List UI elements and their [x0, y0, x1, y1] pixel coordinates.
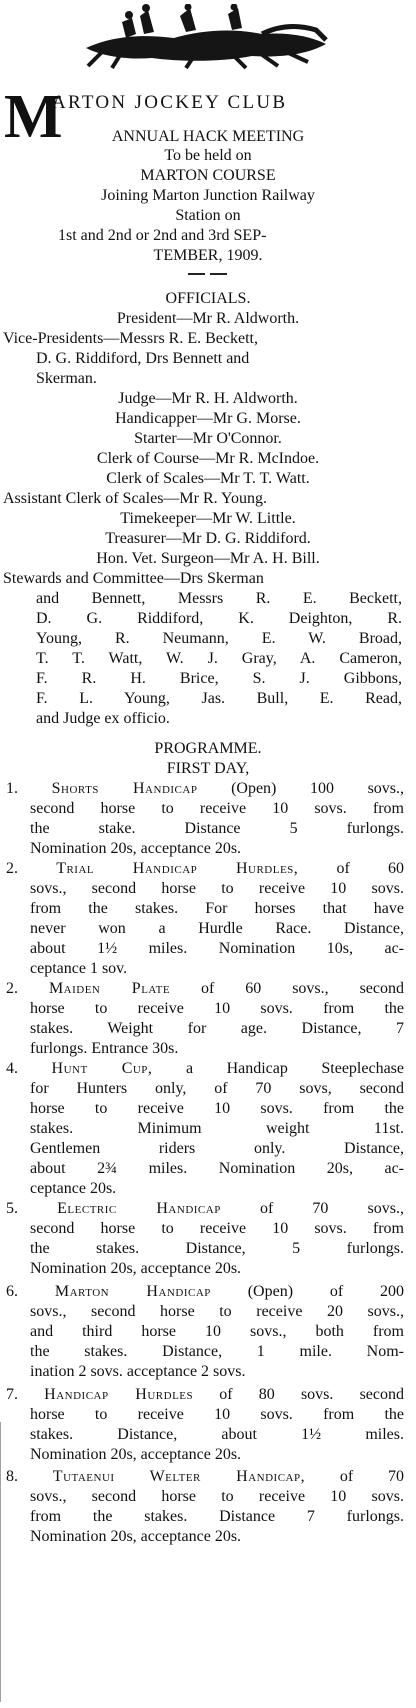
race-5-head: [6, 1200, 404, 1218]
officials-line: and Bennett, Messrs R. E. Beckett,: [36, 590, 402, 607]
officials-line: Assistant Clerk of Scales—Mr R. Young.: [3, 490, 268, 507]
race-text-line: about 1½ miles. Nomination 10s, ac-: [30, 940, 404, 957]
race-text-line: never won a Hurdle Race. Distance,: [30, 920, 404, 937]
race-text-line: Nomination 20s, acceptance 20s.: [30, 840, 242, 857]
race-number: 2.: [6, 980, 18, 997]
officials-line: F. R. H. Brice, S. J. Gibbons,: [36, 670, 402, 687]
race-number: 7.: [6, 1386, 18, 1403]
race-text-line: about 2¾ miles. Nomination 20s, ac-: [30, 1160, 404, 1177]
officials-line: President—Mr R. Aldworth.: [116, 310, 300, 327]
race-name: Maiden Plate: [48, 980, 171, 997]
officials-line: Timekeeper—Mr W. Little.: [120, 510, 296, 527]
race-text-line: ination 2 sovs. acceptance 2 sovs.: [30, 1363, 246, 1380]
officials-heading: OFFICIALS.: [165, 290, 251, 307]
joining-line-2: Station on: [175, 207, 241, 224]
race-text-line: Nomination 20s, acceptance 20s.: [30, 1260, 242, 1277]
event-title: ANNUAL HACK MEETING: [111, 128, 305, 145]
race-terms: of 70: [305, 1468, 405, 1485]
race-text-line: sovs., second horse to receive 10 sovs.: [30, 880, 404, 897]
officials-line: Vice-Presidents—Messrs R. E. Beckett,: [3, 330, 258, 347]
race-text-line: the stakes. Distance, 1 mile. Nom-: [30, 1343, 404, 1360]
race-name: Hunt Cup,: [51, 1060, 153, 1077]
race-name: Electric Handicap: [57, 1200, 221, 1217]
race-text-line: sovs., second horse to receive 10 sovs.: [30, 1488, 404, 1505]
officials-line: Handicapper—Mr G. Morse.: [115, 410, 301, 427]
column-edge-rule: [0, 1422, 1, 1702]
race-terms: a Handicap Steeplechase: [152, 1060, 405, 1077]
race-text-line: for Hunters only, of 70 sovs, second: [30, 1080, 404, 1097]
race-text-line: second horse to receive 10 sovs. from: [30, 800, 404, 817]
race-text-line: the stakes. Distance, 5 furlongs.: [30, 1240, 404, 1257]
race-number: 4.: [6, 1060, 18, 1077]
race-terms: (Open) 100 sovs.,: [197, 780, 405, 797]
race-name: Handicap Hurdles: [44, 1386, 194, 1403]
officials-line: Hon. Vet. Surgeon—Mr A. H. Bill.: [96, 550, 320, 567]
race-terms: (Open) of 200: [210, 1283, 405, 1300]
race-text-line: and third horse 10 sovs., both from: [30, 1323, 404, 1340]
officials-line: Clerk of Course—Mr R. McIndoe.: [96, 450, 320, 467]
race-text-line: Nomination 20s, acceptance 20s.: [30, 1528, 242, 1545]
race-8-head: [6, 1468, 404, 1486]
race-name: Shorts Handicap: [51, 780, 198, 797]
race-text-line: sovs., second horse to receive 20 sovs.,: [30, 1303, 404, 1320]
club-name: ARTON JOCKEY CLUB: [52, 92, 288, 113]
race-4-head: [6, 1060, 404, 1078]
race-number: 5.: [6, 1200, 18, 1217]
race-text-line: horse to receive 10 sovs. from the: [30, 1000, 404, 1017]
dates-line-1: 1st and 2nd or 2nd and 3rd SEP-: [58, 227, 267, 244]
race-text-line: second horse to receive 10 sovs. from: [30, 1220, 404, 1237]
officials-line: D. G. Riddiford, K. Deighton, R.: [36, 610, 402, 627]
race-text-line: horse to receive 10 sovs. from the: [30, 1100, 404, 1117]
race-number: 1.: [6, 780, 18, 797]
race-6-head: [6, 1283, 404, 1301]
race-number: 6.: [6, 1283, 18, 1300]
racehorse-banner-icon: [82, 4, 330, 70]
section-divider: [188, 272, 228, 276]
officials-line: Treasurer—Mr D. G. Riddiford.: [105, 530, 311, 547]
race-terms: of 70 sovs.,: [220, 1200, 405, 1217]
race-text-line: ceptance 20s.: [30, 1180, 117, 1197]
race-text-line: furlongs. Entrance 30s.: [30, 1040, 179, 1057]
officials-line: Starter—Mr O'Connor.: [134, 430, 282, 447]
held-on-line: To be held on: [164, 147, 252, 164]
race-number: 2.: [6, 860, 18, 877]
race-text-line: stakes. Weight for age. Distance, 7: [30, 1020, 404, 1037]
race-text-line: from the stakes. For horses that have: [30, 900, 404, 917]
race-2-head: [6, 860, 404, 878]
race-text-line: stakes. Distance, about 1½ miles.: [30, 1426, 404, 1443]
officials-line: T. T. Watt, W. J. Gray, A. Cameron,: [36, 650, 402, 667]
day-heading: FIRST DAY,: [166, 760, 250, 777]
drop-cap: M: [4, 83, 63, 151]
course-name: MARTON COURSE: [140, 167, 276, 184]
race-text-line: from the stakes. Distance 7 furlongs.: [30, 1508, 404, 1525]
race-text-line: horse to receive 10 sovs. from the: [30, 1406, 404, 1423]
race-text-line: Nomination 20s, acceptance 20s.: [30, 1446, 242, 1463]
officials-line: F. L. Young, Jas. Bull, E. Read,: [36, 690, 402, 707]
officials-line: Judge—Mr R. H. Aldworth.: [118, 390, 298, 407]
race-terms: of 80 sovs. second: [193, 1386, 404, 1403]
officials-line: D. G. Riddiford, Drs Bennett and: [36, 350, 250, 367]
race-1-head: [6, 780, 404, 798]
race-number: 8.: [6, 1468, 18, 1485]
joining-line-1: Joining Marton Junction Railway: [101, 187, 315, 204]
officials-line: Young, R. Neumann, E. W. Broad,: [36, 630, 402, 647]
race-3-head: [6, 980, 404, 998]
race-text-line: the stake. Distance 5 furlongs.: [30, 820, 404, 837]
race-text-line: stakes. Minimum weight 11st.: [30, 1120, 404, 1137]
race-text-line: Gentlemen riders only. Distance,: [30, 1140, 404, 1157]
dates-line-2: TEMBER, 1909.: [153, 247, 263, 264]
officials-line: Stewards and Committee—Drs Skerman: [3, 570, 264, 587]
race-7-head: [6, 1386, 404, 1404]
race-text-line: ceptance 1 sov.: [30, 960, 128, 977]
officials-line: Skerman.: [36, 370, 97, 387]
race-name: Marton Handicap: [54, 1283, 211, 1300]
race-name: Tutaenui Welter Handicap,: [52, 1468, 306, 1485]
race-name: Trial Handicap Hurdles,: [56, 860, 299, 877]
race-terms: of 60: [298, 860, 404, 877]
race-terms: of 60 sovs., second: [170, 980, 405, 997]
officials-line: and Judge ex officio.: [36, 710, 170, 727]
programme-heading: PROGRAMME.: [154, 740, 262, 757]
officials-line: Clerk of Scales—Mr T. T. Watt.: [106, 470, 310, 487]
